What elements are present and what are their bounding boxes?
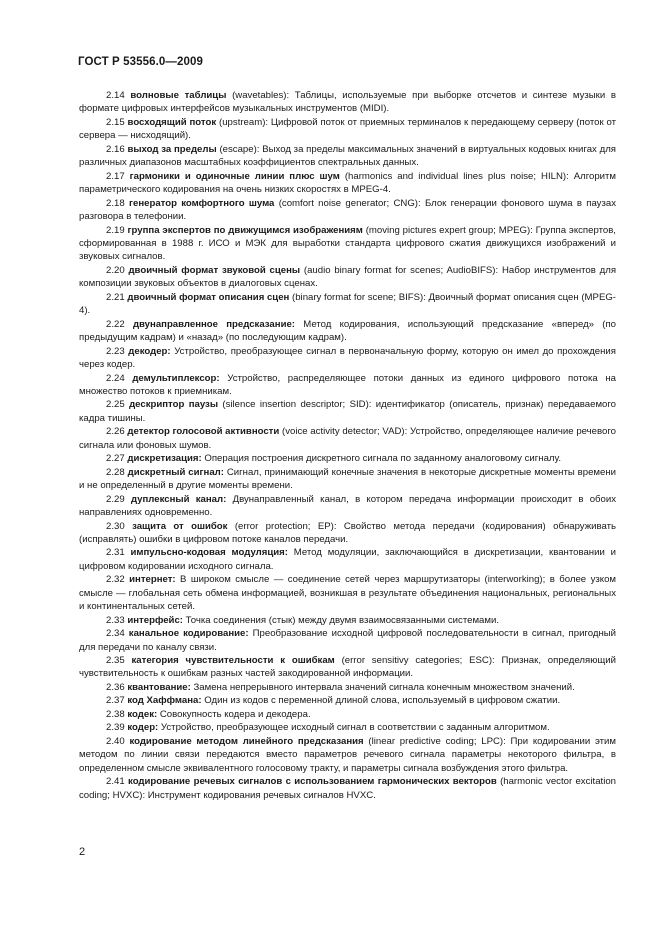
entry-term: группа экспертов по движущимся изображениям — [127, 224, 363, 236]
entry-term: дуплексный канал: — [130, 493, 227, 505]
entry-number: 2.29 — [106, 493, 125, 505]
entry-definition: (comfort noise generator; CNG): Блок генерации фонового шума в паузах разговора в телефонии. — [79, 197, 616, 223]
entry-term: двунаправленное предсказание: — [132, 318, 295, 330]
entry-definition: Двунаправленный канал, в котором передача информации происходит в обоих направлениях одновременно. — [79, 493, 617, 519]
entry-term: декодер: — [128, 345, 171, 357]
definition-entry — [79, 721, 616, 734]
document-header: ГОСТ Р 53556.0—2009 — [78, 56, 203, 68]
entry-number: 2.34 — [106, 628, 125, 640]
entry-term: дескриптор паузы — [129, 399, 219, 411]
entry-definition: (moving pictures expert group; MPEG): Группа экспертов, сформированная в 1988 г. ИСО и МЭК для выработки стандарта цифрового сжатия движущихся изображений и звуковых сигналов. — [79, 224, 616, 263]
entry-number: 2.33 — [106, 614, 125, 626]
entry-number: 2.22 — [106, 318, 125, 330]
entry-number: 2.38 — [106, 708, 125, 720]
entry-definition: (escape): Выход за пределы максимальных значений в виртуальных кодовых книгах для различных диапазонов масштабных коэффициентов спектральных данных. — [79, 143, 616, 169]
definition-entry — [79, 627, 616, 654]
entry-definition: В широком смысле — соединение сетей через маршрутизаторы (interworking); в более узком смысле — глобальная сеть обмена информацией, возникшая в результате объединения национальных, региональных и континентальных сетей. — [79, 574, 616, 613]
definition-entry — [79, 654, 616, 681]
entry-definition: Замена непрерывного интервала значений сигнала конечным множеством значений. — [193, 681, 575, 693]
entry-number: 2.32 — [106, 574, 125, 586]
definition-entry — [79, 452, 616, 465]
entry-definition: (wavetables): Таблицы, используемые при выборке отсчетов и синтезе музыки в формате цифровых интерфейсов музыкальных инструментов (MIDI). — [79, 90, 616, 115]
definition-entry — [79, 345, 616, 372]
entry-term: категория чувствительности к ошибкам — [131, 655, 335, 667]
entry-definition: (voice activity detector; VAD): Устройство, определяющее наличие речевого сигнала или фоновых шумов. — [79, 426, 616, 451]
entry-definition: (linear predictive coding; LPC): При кодировании этим методом по линии связи передаются вместо параметров речевого сигнала параметры некоторого фильтра, в определенном смысле эквивалентного голосовому тракту, и параметры сигнала возбуждения этого фильтра. — [79, 735, 617, 774]
definition-entry — [79, 735, 616, 775]
entry-term: волновые таблицы — [130, 90, 227, 101]
entry-number: 2.23 — [106, 345, 125, 357]
entry-number: 2.28 — [106, 466, 125, 478]
entry-number: 2.25 — [106, 399, 125, 411]
entry-term: кодирование методом линейного предсказания — [129, 735, 364, 747]
entry-term: защита от ошибок — [132, 520, 228, 532]
entry-term: дискретизация: — [127, 453, 202, 465]
entry-term: двоичный формат звуковой сцены — [128, 264, 301, 276]
entry-term: детектор голосовой активности — [127, 426, 280, 438]
definition-entry — [79, 546, 616, 573]
entry-number: 2.24 — [106, 372, 125, 384]
definition-entry — [79, 681, 616, 694]
entry-definition: (harmonic vector excitation coding; HVXC): Инструмент кодирования речевых сигналов HVXC. — [79, 776, 617, 801]
entry-number: 2.14 — [106, 90, 125, 101]
definition-entry — [79, 573, 616, 613]
entry-term: код Хаффмана: — [127, 695, 202, 707]
definition-entry — [79, 143, 616, 170]
definition-entry — [79, 520, 616, 547]
entry-number: 2.27 — [106, 453, 125, 465]
definition-entry — [79, 116, 616, 143]
definition-entry — [79, 493, 616, 520]
entry-definition: (audio binary format for scenes; AudioBIFS): Набор инструментов для композиции звуковых объектов в диалоговых сценах. — [79, 264, 617, 290]
definition-entry — [79, 466, 616, 493]
definition-entry — [79, 398, 616, 425]
entry-definition: Сигнал, принимающий конечные значения в некоторые дискретные моменты времени и не определенный в другие моменты времени. — [79, 466, 617, 492]
entry-number: 2.16 — [106, 143, 125, 155]
entry-definition: Метод модуляции, заключающийся в дискретизации, квантовании и цифровом кодировании исходного сигнала. — [79, 547, 616, 572]
entry-number: 2.31 — [106, 547, 125, 559]
entry-term: интерфейс: — [127, 614, 183, 626]
entry-definition: Устройство, распределяющее потоки данных из единого цифрового потока на множество потоков к приемникам. — [79, 372, 616, 397]
entry-number: 2.18 — [106, 197, 125, 209]
entry-definition: Устройство, преобразующее сигнал в первоначальную форму, которую он имел до прохождения через кодер. — [79, 345, 616, 371]
definition-entry — [79, 425, 616, 452]
definition-entry — [79, 694, 616, 707]
entry-term: кодер: — [127, 722, 159, 734]
entry-definition: (harmonics and individual lines plus noise; HILN): Алгоритм параметрического кодирования на очень низких скоростях в MPEG-4. — [79, 170, 616, 196]
definition-entry — [79, 224, 616, 264]
entry-definition: Совокупность кодера и декодера. — [159, 708, 311, 720]
entry-number: 2.40 — [106, 735, 125, 747]
entry-term: квантование: — [127, 681, 191, 693]
entry-term: интернет: — [129, 574, 176, 586]
entry-number: 2.37 — [106, 695, 125, 707]
entry-definition: Метод кодирования, использующий предсказание «вперед» (по предыдущим кадрам) и «назад» (по последующим кадрам). — [79, 318, 616, 344]
entry-number: 2.39 — [106, 722, 125, 734]
entry-number: 2.15 — [106, 116, 125, 128]
entry-definition: (error sensitivy categories; ESC): Признак, определяющий чувствительность к ошибкам разных частей закодированной информации. — [79, 655, 616, 680]
entry-number: 2.17 — [106, 170, 125, 182]
entry-definition: Операция построения дискретного сигнала по заданному аналоговому сигналу. — [204, 453, 561, 465]
entry-number: 2.20 — [106, 264, 125, 276]
entry-number: 2.36 — [106, 681, 125, 693]
entry-number: 2.26 — [106, 426, 125, 438]
entry-definition: Устройство, преобразующее исходный сигнал в соответствии с заданным алгоритмом. — [160, 722, 550, 734]
entry-term: дискретный сигнал: — [127, 466, 224, 478]
entry-number: 2.19 — [106, 224, 125, 236]
entry-term: кодирование речевых сигналов с использованием гармонических векторов — [128, 776, 497, 788]
entry-number: 2.41 — [106, 776, 125, 788]
entry-definition: Преобразование исходной цифровой последовательности в сигнал, пригодный для передачи по каналу связи. — [79, 628, 616, 653]
entry-term: демультиплексор: — [132, 372, 220, 384]
definition-entry — [79, 614, 616, 627]
definition-entry — [79, 170, 616, 197]
entry-term: импульсно-кодовая модуляция: — [130, 547, 288, 559]
definition-entry — [79, 318, 616, 345]
entry-definition: (error protection; EP): Свойство метода передачи (кодирования) обнаруживать (исправлять) ошибки в цифровом потоке каналов передачи. — [79, 520, 616, 545]
entry-term: восходящий поток — [127, 116, 217, 128]
entry-definition: (silence insertion descriptor; SID): идентификатор (описатель, признак) передаваемого кадра тишины. — [79, 399, 617, 424]
definition-entry — [79, 197, 616, 224]
entry-number: 2.35 — [106, 655, 125, 667]
entry-term: кодек: — [127, 708, 158, 720]
entry-term: канальное кодирование: — [128, 628, 249, 640]
page-number: 2 — [79, 846, 86, 858]
definitions-list — [79, 89, 616, 802]
entry-number: 2.30 — [106, 520, 125, 532]
entry-number: 2.21 — [106, 291, 125, 303]
definition-entry — [79, 291, 616, 318]
entry-definition: (upstream): Цифровой поток от приемных терминалов к передающему серверу (поток от сервера — нисходящий). — [79, 116, 617, 142]
entry-definition: Один из кодов с переменной длиной слова, используемый в цифровом сжатии. — [204, 695, 561, 707]
entry-term: двоичный формат описания сцен — [127, 291, 290, 303]
entry-term: выход за пределы — [127, 143, 217, 155]
entry-definition: Точка соединения (стык) между двумя взаимосвязанными системами. — [185, 614, 500, 626]
definition-entry — [79, 775, 616, 802]
definition-entry — [79, 89, 616, 116]
definition-entry — [79, 264, 616, 291]
entry-term: генератор комфортного шума — [129, 197, 275, 209]
entry-term: гармоники и одиночные линии плюс шум — [129, 170, 340, 182]
entry-definition: (binary format for scene; BIFS): Двоичный формат описания сцен (MPEG-4). — [79, 291, 617, 317]
definition-entry — [79, 708, 616, 721]
definition-entry — [79, 372, 616, 399]
